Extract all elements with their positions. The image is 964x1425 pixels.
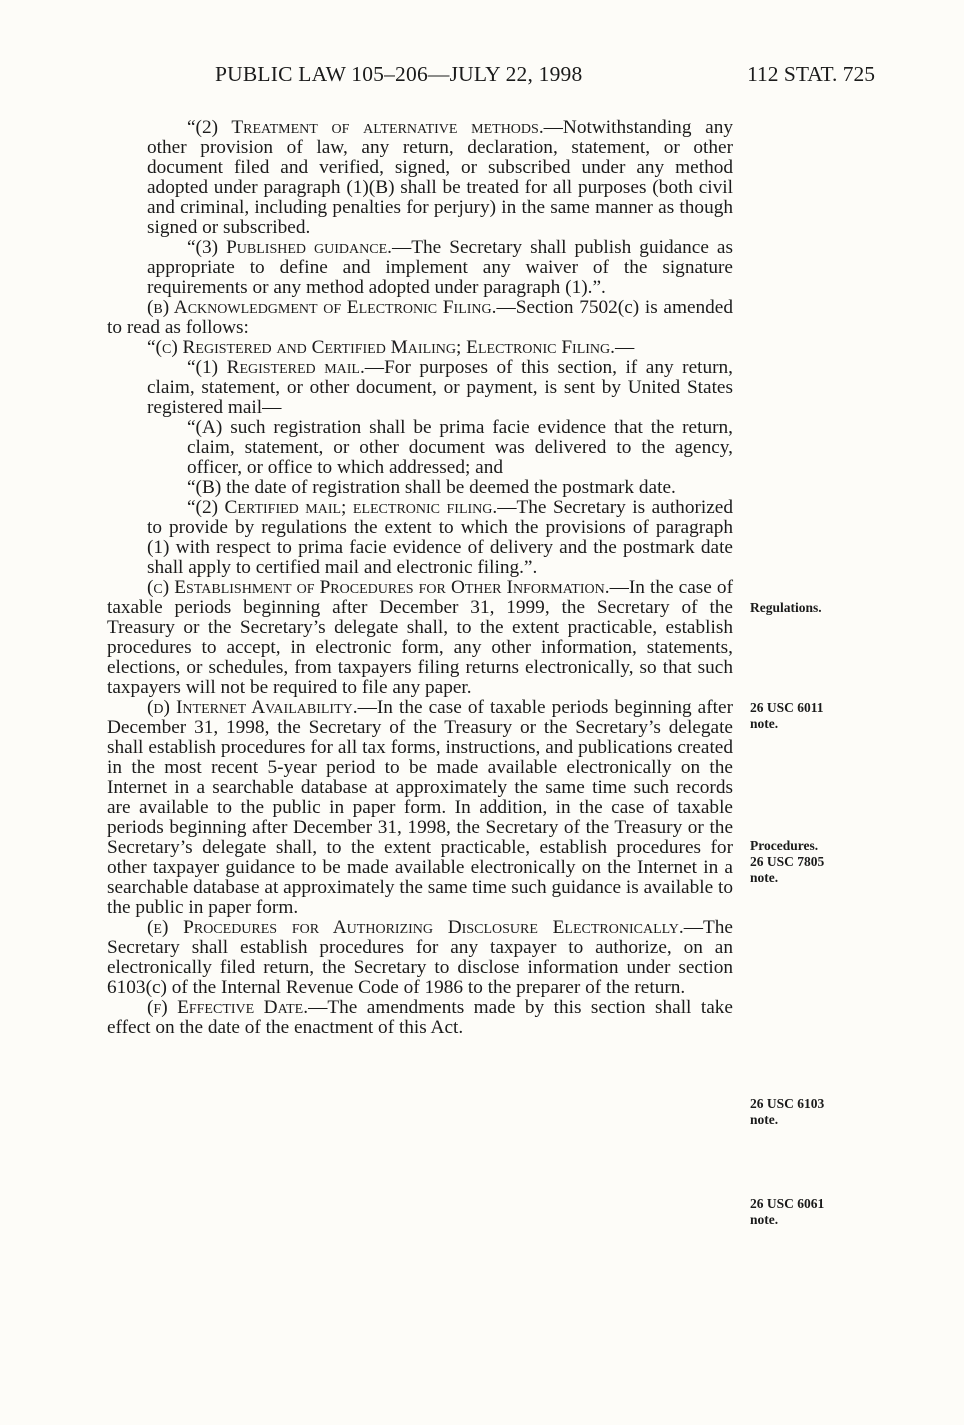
heading-registered-certified-mailing: “(c) Registered and Certified Mailing; Electronic Filing.— [147,337,635,358]
paragraph-treatment-alternative-methods: “(2) Treatment of alternative methods.—Notwithstanding any other provision of law, any return, declaration, statement, or other document filed and verified, signed, or subscribed under any method adopted under paragraph (1)(B) shall be treated for all purposes (both civil and criminal, including penalties for perjury) in the same manner as though signed or subscribed. [147,117,733,238]
subsection-d-internet: (d) Internet Availability.—In the case of taxable periods beginning after December 31, 1998, the Secretary of the Treasury or the Secretary’s delegate shall establish procedures for all tax forms, instructions, and publications created in the most recent 5-year period to be made available electronically on the Internet in a searchable database at approximately the same time such records are available to the public in paper form. In addition, in the case of taxable periods beginning after December 31, 1998, the Secretary of the Treasury or the Secretary’s delegate shall, to the extent practicable, establish procedures for other taxpayer guidance to be made available electronically on the Internet in a searchable database at approximately the same time such guidance is available to the public in paper form. [107,697,733,918]
subparagraph-a: “(A) such registration shall be prima facie evidence that the return, claim, statement, or other document was delivered to the agency, officer, or office to which addressed; and [187,417,733,478]
paragraph-certified-mail: “(2) Certified mail; electronic filing.—The Secretary is authorized to provide by regulations the extent to which the provisions of paragraph (1) with respect to prima facie evidence of delivery and the postmark date shall apply to certified mail and electronic filing.”. [147,497,733,578]
running-head: PUBLIC LAW 105–206—JULY 22, 1998 [215,62,583,86]
subparagraph-b: “(B) the date of registration shall be deemed the postmark date. [187,477,676,498]
page-header [215,62,875,94]
margin-note-usc-6011: 26 USC 6011 note. [750,700,824,731]
margin-note-usc-7805: 26 USC 7805 note. [750,854,825,885]
paragraph-registered-mail: “(1) Registered mail.—For purposes of this section, if any return, claim, statement, or other document, or payment, is sent by United States registered mail— [147,357,734,418]
subsection-f-effective-date: (f) Effective Date.—The amendments made by this section shall take effect on the date of the enactment of this Act. [107,997,733,1038]
subsection-b-acknowledgment: (b) Acknowledgment of Electronic Filing.—Section 7502(c) is amended to read as follows: [107,297,733,338]
margin-note-procedures: Procedures. [750,838,819,853]
statute-citation: 112 STAT. 725 [747,62,875,86]
margin-note-regulations: Regulations. [750,600,822,615]
subsection-e-disclosure: (e) Procedures for Authorizing Disclosure Electronically.—The Secretary shall establish procedures for any taxpayer to authorize, on an electronically filed return, the Secretary to disclose information under section 6103(c) of the Internal Revenue Code of 1986 to the preparer of the return. [107,917,733,998]
paragraph-published-guidance: “(3) Published guidance.—The Secretary shall publish guidance as appropriate to define and implement any waiver of the signature requirements or any method adopted under paragraph (1).”. [147,237,733,298]
margin-note-usc-6103: 26 USC 6103 note. [750,1096,825,1127]
margin-note-usc-6061: 26 USC 6061 note. [750,1196,825,1227]
subsection-c-procedures: (c) Establishment of Procedures for Other Information.—In the case of taxable periods beginning after December 31, 1999, the Secretary of the Treasury or the Secretary’s delegate shall, to the extent practicable, establish procedures to accept, in electronic form, any other information, statements, elections, or schedules, from taxpayers filing returns electronically, so that such taxpayers will not be required to file any paper. [107,577,733,698]
statute-body [107,118,733,1038]
